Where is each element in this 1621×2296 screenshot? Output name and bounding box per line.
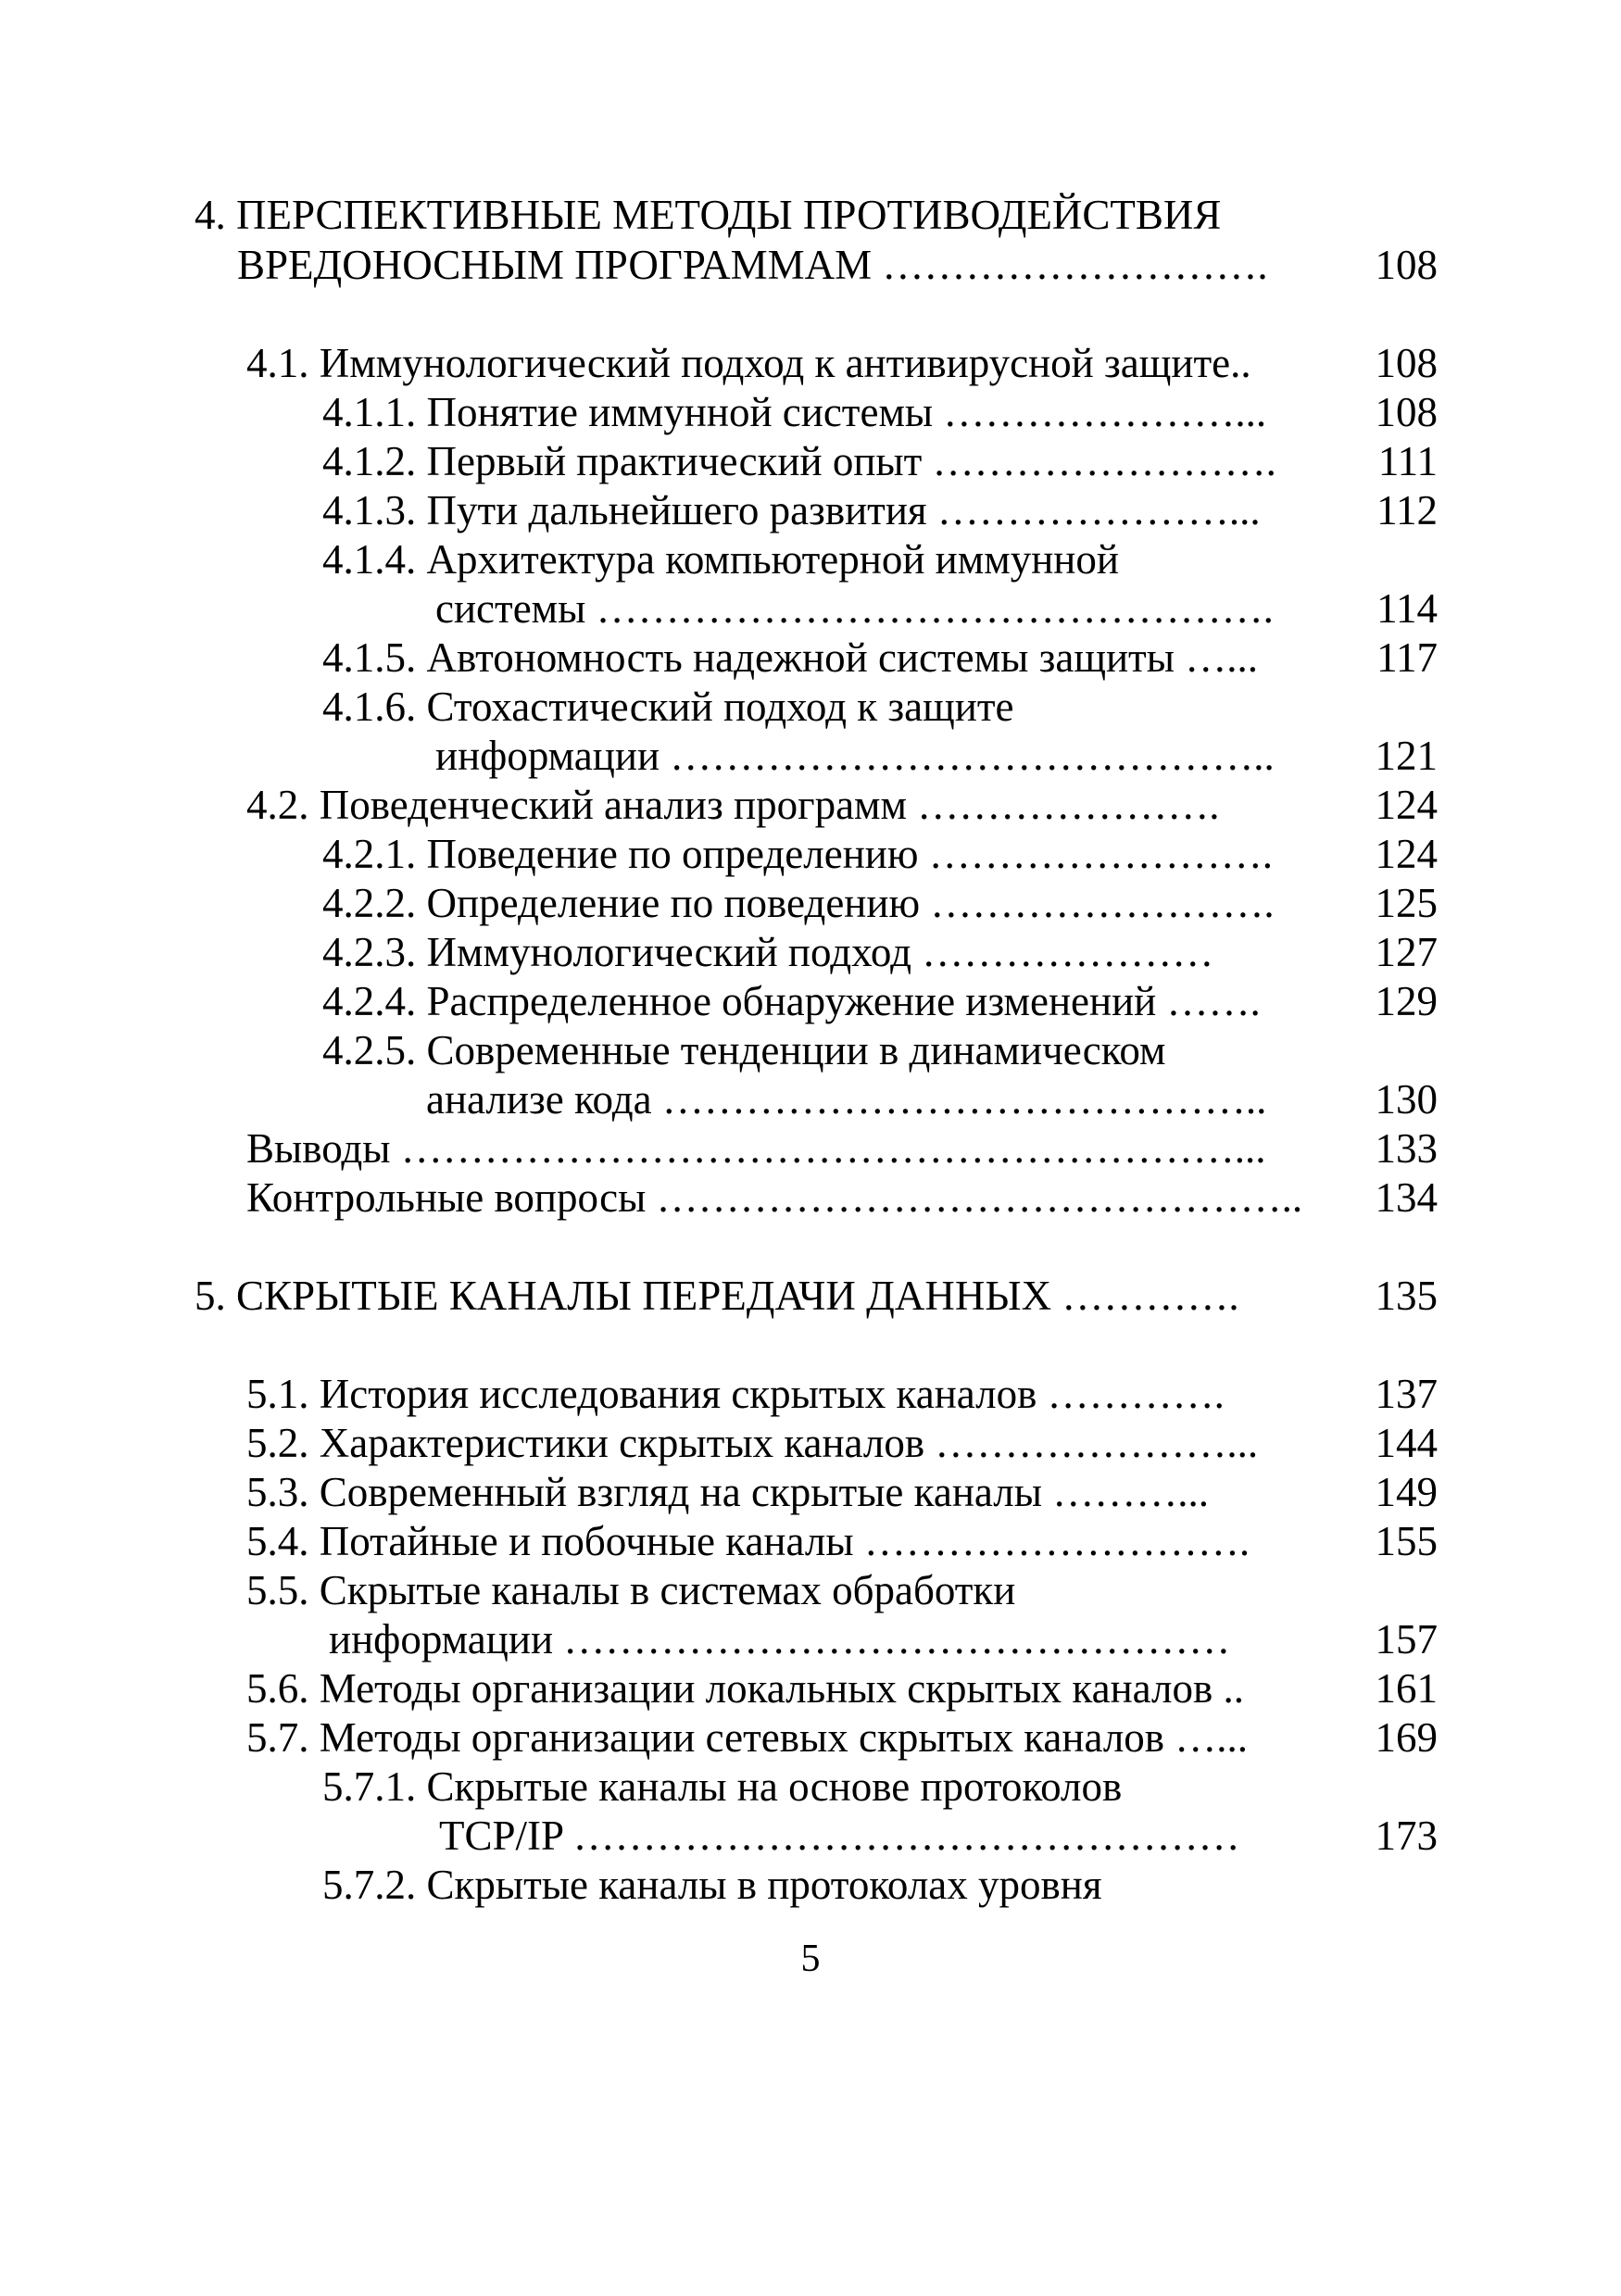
toc-page-number: 112 <box>1376 487 1438 533</box>
toc-page-number: 108 <box>1375 242 1438 288</box>
toc-page-number: 161 <box>1375 1665 1438 1712</box>
toc-page-number: 127 <box>1375 929 1438 975</box>
toc-page-number: 114 <box>1376 585 1438 632</box>
page-number: 5 <box>800 1938 821 1980</box>
toc-page-number: 144 <box>1375 1420 1438 1466</box>
toc-entry <box>0 1614 1621 1664</box>
toc-entry-text: 5.7.2. Скрытые каналы в протоколах уровня <box>322 1862 1102 1908</box>
toc-entry <box>0 1074 1621 1124</box>
toc-entry <box>0 1565 1621 1615</box>
toc-entry-text: TCP/IP ………………………………………… <box>439 1813 1240 1859</box>
toc-entry-text: 5.4. Потайные и побочные каналы ………………………. <box>246 1518 1250 1564</box>
toc-entry-text: 4.1.5. Автономность надежной системы защиты …... <box>322 634 1258 681</box>
toc-entry-text: 4.2.5. Современные тенденции в динамическом <box>322 1027 1166 1073</box>
toc-entry-text: 5.1. История исследования скрытых каналов …………. <box>246 1371 1225 1417</box>
toc-page-number: 108 <box>1375 389 1438 435</box>
toc-entry <box>0 976 1621 1026</box>
toc-page-number: 135 <box>1375 1273 1438 1319</box>
toc-entry <box>0 1762 1621 1812</box>
toc-page-number: 130 <box>1375 1076 1438 1123</box>
toc-entry-text: 5. СКРЫТЫЕ КАНАЛЫ ПЕРЕДАЧИ ДАННЫХ …………. <box>195 1273 1239 1319</box>
toc-page-number: 124 <box>1375 831 1438 877</box>
toc-entry-text: 4.2.1. Поведение по определению ……………………. <box>322 831 1273 877</box>
toc-entry <box>0 1123 1621 1173</box>
toc-entry <box>0 1173 1621 1223</box>
toc-page-number: 149 <box>1375 1469 1438 1515</box>
toc-page-number: 157 <box>1375 1616 1438 1662</box>
toc-entry <box>0 485 1621 535</box>
toc-entry <box>0 1663 1621 1713</box>
toc-entry <box>0 780 1621 830</box>
toc-entry <box>0 583 1621 634</box>
toc-page-number: 111 <box>1377 438 1438 484</box>
toc-section-heading <box>0 1271 1621 1321</box>
toc-section-heading <box>0 240 1621 290</box>
toc-entry <box>0 731 1621 781</box>
toc-entry-text: 5.6. Методы организации локальных скрытых каналов .. <box>246 1665 1244 1712</box>
toc-page-number: 169 <box>1375 1714 1438 1761</box>
toc-entry-text: 4.1. Иммунологический подход к антивирусной защите.. <box>246 340 1251 386</box>
toc-entry-text: 4.2.4. Распределенное обнаружение изменений ……. <box>322 978 1261 1024</box>
toc-entry-text: Контрольные вопросы ……………………………………….. <box>246 1174 1303 1221</box>
toc-entry-text: системы …………………………………………. <box>435 585 1274 632</box>
toc-page-number: 134 <box>1375 1174 1438 1221</box>
toc-entry-text: 4.2.3. Иммунологический подход ………………… <box>322 929 1214 975</box>
toc-page-number: 121 <box>1375 733 1438 779</box>
toc-page-number: 129 <box>1375 978 1438 1024</box>
toc-entry <box>0 534 1621 584</box>
toc-entry-text: 4.1.1. Понятие иммунной системы …………………... <box>322 389 1267 435</box>
toc-entry <box>0 1516 1621 1566</box>
toc-page-number: 125 <box>1375 880 1438 926</box>
toc-entry <box>0 682 1621 732</box>
toc-entry-text: информации …………………………………….. <box>435 733 1275 779</box>
toc-entry-text: 5.3. Современный взгляд на скрытые каналы ………... <box>246 1469 1209 1515</box>
toc-page-number: 137 <box>1375 1371 1438 1417</box>
toc-entry <box>0 633 1621 683</box>
toc-entry-text: 4.1.2. Первый практический опыт ……………………. <box>322 438 1276 484</box>
toc-entry <box>0 1025 1621 1075</box>
toc-page-number: 108 <box>1375 340 1438 386</box>
toc-entry <box>0 1369 1621 1419</box>
toc-entry <box>0 1713 1621 1763</box>
toc-entry-text: 4.1.6. Стохастический подход к защите <box>322 684 1014 730</box>
toc-entry-text: Выводы ……………………………………………………... <box>246 1125 1266 1172</box>
toc-entry-text: информации ………………………………………… <box>329 1616 1231 1662</box>
toc-entry-text: 4. ПЕРСПЕКТИВНЫЕ МЕТОДЫ ПРОТИВОДЕЙСТВИЯ <box>195 192 1222 238</box>
toc-entry-text: 5.2. Характеристики скрытых каналов …………………... <box>246 1420 1259 1466</box>
toc-page-number: 124 <box>1375 782 1438 828</box>
toc-entry <box>0 1860 1621 1910</box>
toc-entry <box>0 1418 1621 1468</box>
toc-entry-text: 4.1.3. Пути дальнейшего развития …………………... <box>322 487 1261 533</box>
toc-entry-text: 5.5. Скрытые каналы в системах обработки <box>246 1567 1016 1613</box>
toc-entry-text: ВРЕДОНОСНЫМ ПРОГРАММАМ ………………………. <box>237 242 1268 288</box>
toc-entry <box>0 436 1621 486</box>
toc-entry-text: 4.2.2. Определение по поведению ……………………. <box>322 880 1275 926</box>
toc-entry <box>0 829 1621 879</box>
toc-entry-text: 4.1.4. Архитектура компьютерной иммунной <box>322 536 1119 583</box>
toc-page-number: 133 <box>1375 1125 1438 1172</box>
toc-page-number: 173 <box>1375 1813 1438 1859</box>
toc-entry <box>0 1467 1621 1517</box>
toc-entry-text: 5.7. Методы организации сетевых скрытых каналов …... <box>246 1714 1249 1761</box>
toc-section-heading <box>0 190 1621 240</box>
toc-entry <box>0 387 1621 437</box>
toc-entry <box>0 338 1621 388</box>
toc-entry <box>0 927 1621 977</box>
toc-entry-text: 5.7.1. Скрытые каналы на основе протоколов <box>322 1763 1123 1810</box>
toc-page-number: 117 <box>1376 634 1438 681</box>
toc-entry <box>0 1811 1621 1861</box>
toc-entry-text: анализе кода …………………………………….. <box>426 1076 1267 1123</box>
toc-entry <box>0 878 1621 928</box>
toc-entry-text: 4.2. Поведенческий анализ программ …………………. <box>246 782 1220 828</box>
toc-page-number: 155 <box>1375 1518 1438 1564</box>
